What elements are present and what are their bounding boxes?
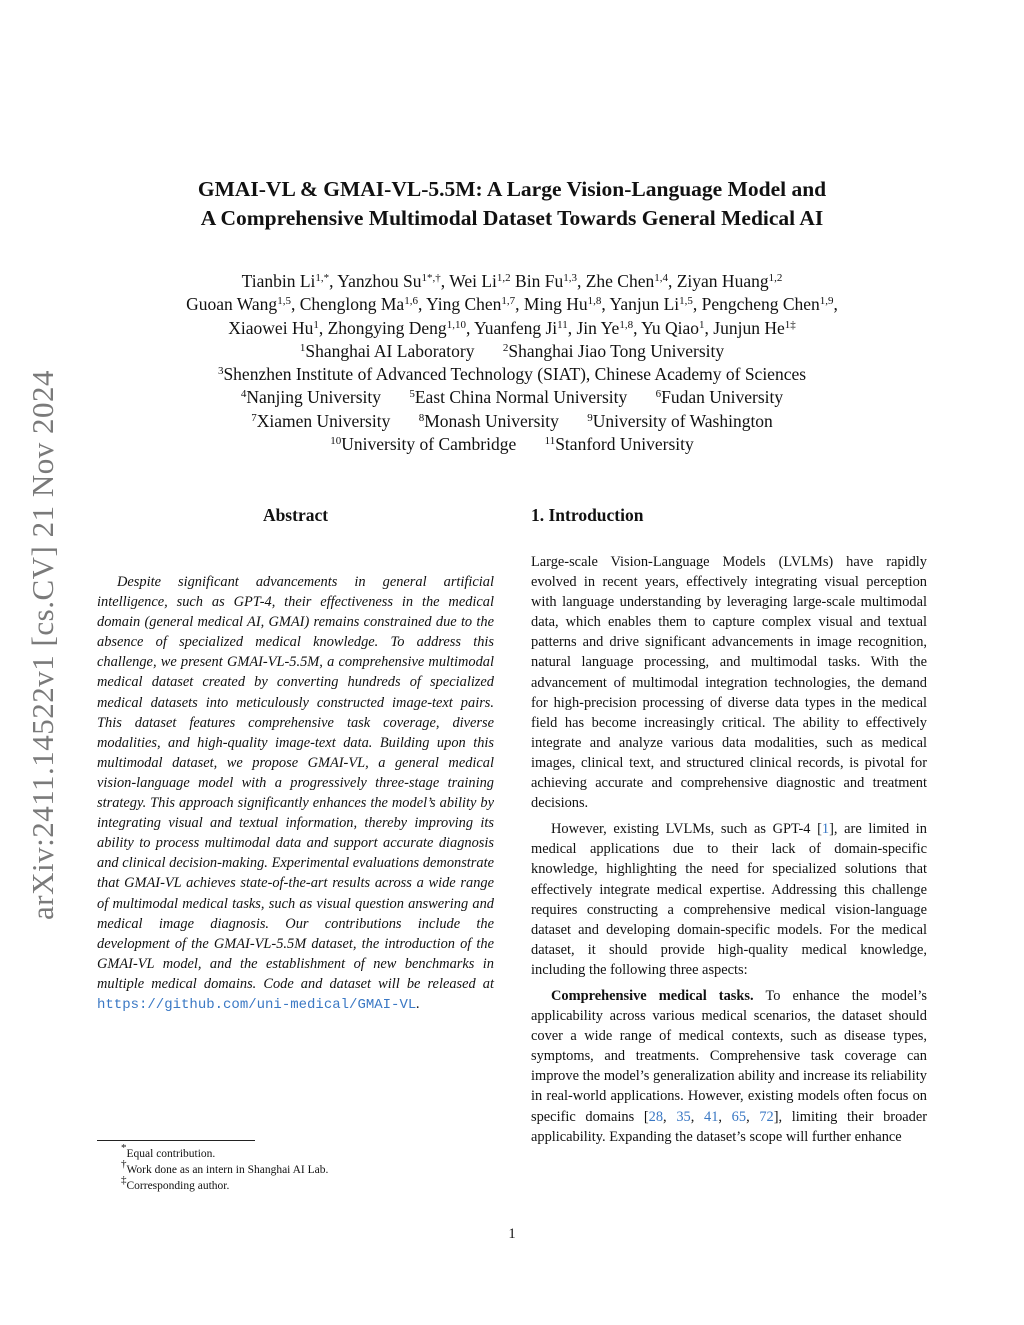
affiliation-name: Fudan University [661,387,784,408]
abstract-heading: Abstract [262,505,329,525]
citation-link[interactable]: 72 [759,1108,774,1125]
affiliation-name: Xiamen University [256,410,391,431]
title-line-1: GMAI-VL & GMAI-VL-5.5M: A Large Vision-Language Model and [197,177,827,201]
author-name: Ying Chen [426,294,502,315]
abstract-column [97,505,494,1015]
footnote [97,1174,494,1194]
paragraph-text: To enhance the model’s applicability across various medical scenarios, the dataset should cover a wide range of medical contexts, such as disease types, symptoms, and treatments. Comprehensive task coverage can improve the model’s generalization ability and increase its reliability in real-world applications. However, existing models often focus on specific domains [ [531,987,927,1125]
author-name: Guoan Wang [186,294,278,315]
author-mark: 1,10 [446,318,466,331]
author-mark: 1,3 [563,272,577,284]
abstract-end-mark: . [416,995,420,1012]
affiliation [330,433,516,456]
author-mark: 1,8 [587,295,602,308]
footnotes [97,1140,494,1194]
footnote-mark: † [121,1158,127,1170]
footnote-mark: ‡ [121,1174,127,1186]
affiliation-number: 6 [655,388,662,401]
author-mark: 1,2 [768,272,783,284]
author-mark: 1,2 [496,272,511,284]
affiliation [409,386,627,409]
affiliation-line-1 [100,340,924,363]
affiliation [545,433,694,456]
author-mark: 1,5 [277,295,291,308]
introduction-column [531,505,927,1153]
affiliation-name: East China Normal University [414,387,628,408]
author-name: Junjun He [713,317,785,338]
author-name: Ming Hu [523,294,588,315]
author-name: Tianbin Li [241,271,316,291]
author-block [100,270,924,456]
author-line-3: Xiaowei Hu$^1$, Zhongying Deng$^{1,10}$, Yuanfeng Ji$^{11}$, Jin Ye$^{1,8}$, Yu Qiao$^1$, Junjun $He^{1\ddagger}$ [228,317,796,338]
footnote [97,1158,494,1178]
intro-paragraph-3: Comprehensive medical tasks. To enhance the model’s applicability across various medical scenarios, the dataset should cover a wide range of medical contexts, such as disease types, symptoms, and treatments. Comprehensive task coverage can improve the model’s generalization ability and increase its reliability in real-world applications. However, existing models often focus on specific domains [28, 35, 41, 65, 72], limiting their broader applicability. Expanding the dataset’s scope will further enhance [531,987,928,1145]
affiliation-number: 2 [502,341,509,354]
paragraph-lead: Comprehensive medical tasks. [551,987,754,1004]
author-name: Pengcheng Chen [701,294,820,315]
author-name: Bin Fu [515,271,564,291]
footnote [97,1142,494,1162]
affiliation-number: 4 [240,388,247,401]
introduction-heading: 1. Introduction [531,505,644,525]
paragraph-text: ], limiting their broader applicability. Expanding the dataset’s scope will further enhance [531,1108,928,1145]
author-mark: 1,7 [501,295,516,308]
author-mark: 1,4 [654,272,668,284]
author-name: Yu Qiao [641,317,700,338]
footnote-mark: * [121,1142,127,1154]
affiliation-name: Shanghai Jiao Tong University [508,340,725,361]
paper-title [100,175,924,233]
introduction-text [531,552,927,1147]
affiliation-name: Shanghai AI Laboratory [305,340,475,361]
code-repository-link[interactable]: https://github.com/uni-medical/GMAI-VL [97,996,417,1013]
affiliation-line-2 [100,363,924,386]
paragraph-text: ], are limited in medical applications due to their lack of domain-specific knowledge, highlighting the need for specialized solutions that effectively integrate medical expertise. Addressing this challenge requires constructing a comprehensive medical vision-language dataset and developing domain-specific models. For the medical dataset, it should provide high-quality medical knowledge, including the following three aspects: [531,821,927,978]
citation-link[interactable]: 28 [648,1108,664,1125]
author-mark: 1,9 [819,295,834,308]
footnote-text: Corresponding author. [126,1180,230,1192]
affiliation-name: University of Cambridge [341,434,517,455]
affiliation-number: 7 [251,411,257,424]
arxiv-identifier [22,345,64,945]
author-name: Zhongying Deng [327,317,447,338]
affiliation-number: 3 [217,365,224,378]
citation-link[interactable]: 41 [704,1108,719,1125]
affiliation-number: 5 [409,388,415,401]
author-name: Yanzhou Su [337,271,422,291]
affiliation [587,410,773,433]
footnote-text: Work done as an intern in Shanghai AI Lab. [126,1164,329,1176]
author-line-1: Tianbin $Li^{1,*}$, Yanzhou $Su^{1*,\dagger}$, Wei Li$^{1,2}$ Bin Fu$^{1,3}$, Zhe Chen$^{1,4}$, Ziyan Huang$^{1,2}$ [241,271,783,291]
intro-paragraph-2 [531,819,927,980]
paragraph-text: However, existing LVLMs, such as GPT-4 [ [551,821,822,838]
author-mark: 1,8 [619,318,634,331]
affiliation-name: Stanford University [555,434,694,455]
abstract-body-text: Despite significant advancements in general artificial intelligence, such as GPT-4, their effectiveness in the medical domain (general medical AI, GMAI) remains constrained due to the absence of specialized medical knowledge. To address this challenge, we present GMAI-VL-5.5M, a comprehensive multimodal medical dataset created by converting hundreds of specialized medical datasets into meticulously constructed image-text pairs. This dataset features comprehensive task coverage, diverse modalities, and high-quality image-text data. Building upon this multimodal dataset, we propose GMAI-VL, a general medical vision-language model with a progressively three-stage training strategy. This approach significantly enhances the model’s ability by integrating visual and textual information, thereby improving its ability to process multimodal data and support accurate diagnosis and clinical decision-making. Experimental evaluations demonstrate that GMAI-VL achieves state-of-the-art results across a wide range of multimodal medical tasks, such as visual question answering and medical image diagnosis. Our contributions include the development of the GMAI-VL-5.5M dataset, the introduction of the GMAI-VL model, and the establishment of new benchmarks in multiple medical domains. Code and dataset will be released at [97,574,494,992]
affiliation [241,386,381,409]
author-mark: 1,6 [404,295,418,308]
citation-link[interactable]: 65 [731,1108,747,1125]
affiliation-name: Monash University [424,410,559,431]
affiliation-name: Shenzhen Institute of Advanced Technology (SIAT), Chinese Academy of Sciences [223,364,807,385]
affiliation-name: University of Washington [592,410,773,431]
author-mark: 1*,† [421,272,441,284]
affiliation-line-3 [100,386,924,409]
abstract-text [97,572,494,1015]
author-line-2: Guoan Wang$^{1,5}$, Chenglong Ma$^{1,6}$, Ying Chen$^{1,7}$, Ming Hu$^{1,8}$, Yanjun Li$^{1,5}$, Pengcheng Chen$^{1,9}$, [186,294,838,315]
affiliation [300,340,475,363]
author-mark: 1,5 [679,295,693,308]
citation-link[interactable]: 1 [821,821,830,838]
affiliation-number: 1 [299,341,306,354]
footnote-divider [97,1140,255,1141]
title-line-2: A Comprehensive Multimodal Dataset Towards General Medical AI [200,206,824,230]
author-name: Xiaowei Hu [228,317,314,338]
affiliation-line-4 [100,410,924,433]
intro-paragraph-1: Large-scale Vision-Language Models (LVLMs) have rapidly evolved in recent years, effectively integrating visual perception with language understanding by leveraging large-scale multimodal data, which enables them to capture complex visual and textual patterns and drive significant advancements in image recognition, natural language processing, and multimodal tasks. With the advancement of multimodal integration technologies, the demand for high-precision processing of diverse data types in the medical field has become increasingly critical. The ability to effectively integrate and analyze various data modalities, such as medical images, clinical text, and structured clinical records, is pivotal for achieving accurate and comprehensive diagnostic and treatment decisions. [531,554,927,812]
arxiv-identifier-text: arXiv:2411.14522v1 [cs.CV] 21 Nov 2024 [25,370,60,920]
affiliation-line-5 [100,433,924,456]
affiliation [251,410,390,433]
author-mark: 1‡ [784,318,796,331]
affiliation [656,386,784,409]
affiliation [503,340,724,363]
author-name: Yuanfeng Ji [474,317,558,338]
author-name: Yanjun Li [609,294,680,315]
author-mark: 1 [699,318,705,331]
author-name: Ziyan Huang [676,271,769,291]
author-name: Wei Li [449,271,497,291]
affiliation-number: 9 [587,411,593,424]
author-mark: 1 [313,318,319,331]
affiliation [218,363,806,386]
footnote-text: Equal contribution. [126,1148,216,1160]
affiliation-number: 10 [330,435,342,448]
affiliation-name: Nanjing University [246,387,381,408]
affiliation-number: 8 [418,411,425,424]
author-name: Chenglong Ma [299,294,405,315]
author-mark: 11 [557,318,568,331]
citation-link[interactable]: 35 [676,1108,691,1125]
author-name: Jin Ye [576,317,620,338]
author-name: Zhe Chen [585,271,655,291]
affiliation [419,410,559,433]
affiliation-number: 11 [544,435,556,448]
author-mark: 1,* [315,272,330,284]
page-number: 1 [508,1226,516,1242]
